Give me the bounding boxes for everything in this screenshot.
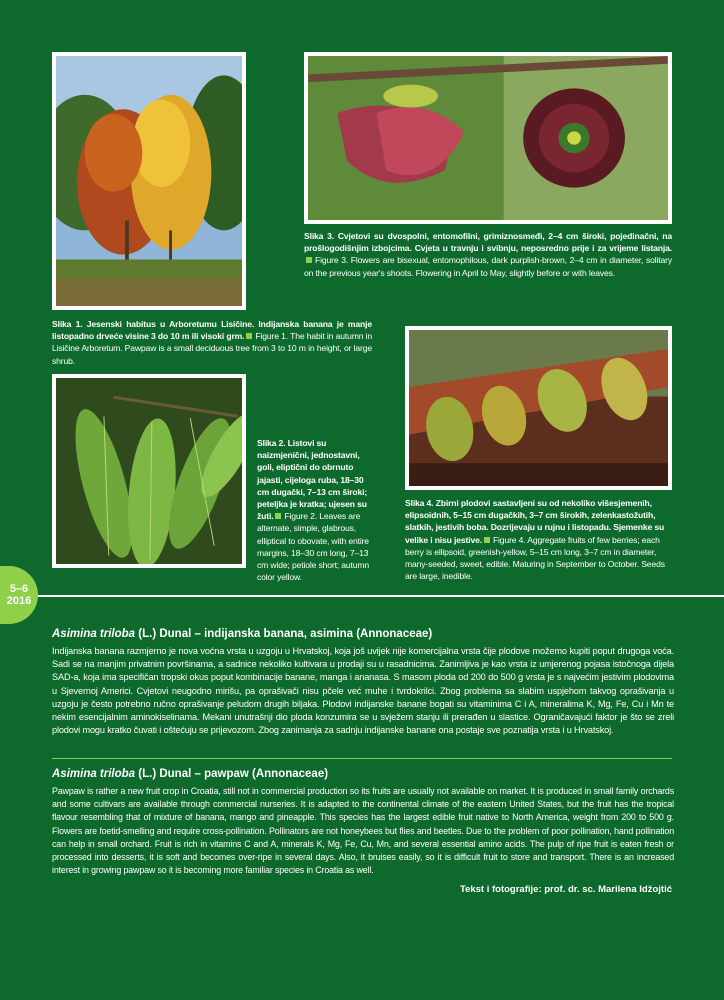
caption-figure-3-en: Figure 3. Flowers are bisexual, entomophilous, dark purplish-brown, 2–4 cm in diameter, solitary on the previous year's shoots. Flowering in April to May, slightly before or with leaves. [304,255,672,278]
square-bullet-icon [246,333,252,339]
square-bullet-icon [275,513,281,519]
caption-figure-2-en: Figure 2. Leaves are alternate, simple, glabrous, elliptical to obovate, with entire margins, 18–30 cm long, 7–13 cm wide; petiole short; autumn color yellow. [257,511,370,583]
article-title-en [52,768,328,780]
article-title-hr-species: Asimina triloba [52,628,136,640]
photo-fruits [405,326,672,490]
caption-figure-4-en: Figure 4. Aggregate fruits of few berries; each berry is ellipsoid, greenish-yellow, 5–15 cm long, 3–7 cm in diameter, many-seeded, sweet, edible. Maturing in September to October. Seeds are large, inedible. [405,534,665,582]
photo-autumn-tree [52,52,246,310]
article-body-en: Pawpaw is rather a new fruit crop in Croatia, still not in commercial production so its fruits are usually not available on market. It is produced in small family orchards and some cultivars are available through commercial nurseries. It is adapted to the continental climate of the eastern United States, but the fruit has the tropical flavour resembling that of mixture of banana, mango and pineapple. This species has the largest edible fruit native to North America, weight from 200 to 500 g. Flowers are foetid-smelling and require cross-pollination. Pollinators are not honeybees but flies and beetles. Due to the problem of poor pollination, hand pollination can help in small orchard. Fruit is rich in vitamins C and A, minerals K, Mg, Fe, Cu, Mn, and several essential amino acids. The pulp of ripe fruit is eaten fresh or processed into desserts, it is soft and becomes over-ripe in several days. Also, it bruises easily, so it is difficult fruit to store and transport. There is an increased interest in growing pawpaw so it is becoming more familiar species in Croatia as well. [52,786,674,876]
section-separator [52,758,672,759]
caption-figure-4 [405,497,672,582]
article-title-en-species: Asimina triloba [52,768,136,780]
article-title-en-rest: (L.) Dunal – pawpaw (Annonaceae) [135,768,329,780]
square-bullet-icon [484,537,490,543]
caption-figure-1-en: Figure 1. The habit in autumn in Lisičine Arboretum. Pawpaw is a small deciduous tree from 3 to 10 m in height, or large shrub. [52,331,372,366]
square-bullet-icon [306,257,312,263]
page-divider [0,595,724,597]
caption-figure-4-hr: Slika 4. Zbirni plodovi sastavljeni su od nekoliko višesjemenih, elipsoidnih, 5–15 cm dugačkih, 3–7 cm širokih, zelenkastožutih, slatkih, jestivih boba. Dozrijevaju u rujnu i listopadu. Sjemenke su velike i nisu jestive. [405,498,665,545]
photo-credit: Tekst i fotografije: prof. dr. sc. Marilena Idžojtić [459,884,672,895]
article-title-hr [52,628,432,640]
caption-figure-3-hr: Slika 3. Cvjetovi su dvospolni, entomofilni, grimiznosmeđi, 2–4 cm široki, pojedinačni, na prošlogodišnjim izbojcima. Cvjeta u travnju i svibnju, neposredno prije i za vrijeme listanja. [304,231,672,254]
article-title-hr-rest: (L.) Dunal – indijanska banana, asimina (Annonaceae) [135,628,433,640]
photo-flowers [304,52,672,224]
photo-leaves [52,374,246,568]
article-body-hr: Indijanska banana razmjerno je nova voćna vrsta u uzgoju u Hrvatskoj, koja još uvijek nije komercijalna vrsta čije plodove možemo kupiti poput drugoga voća. Sadi se na manjim privatnim površinama, a sadnice nekoliko kultivara u prodaji su u rasadnicima. Zanimljiva je kao vrsta iz umjerenog pojasa istočnoga dijela SAD-a, koja ima specifičan tropski okus poput kombinacije banane, manga i ananasa. S masom ploda od 200 do 500 g vrsta je s najvećim jestivim plodovima u Sjevernoj Americi. Cvjetovi neugodno mirišu, pa oprašivači nisu pčele već muhe i tvrdokrilci. Zbog problema sa slabim uspjehom takvog oprašivanja u uzgoju je često potrebno ručno oprašivanje peludom drugih biljaka. Plodovi indijanske banane bogati su vitaminima C i A, mineralima K, Mg, Fe, Cu i Mn te nekim esencijalnim aminokiselinama. Mekani unutrašnji dio ploda konzumira se u svježem stanju ili prerađen u slastice. Ograničavajući faktor je što se zreli plodovi mogu kratko čuvati i oštećuju se prijevozom. Zbog zanimanja za sadnju indijanske banane ona postaje sve poznatija vrsta i u Hrvatskoj. [52,646,674,736]
caption-figure-2-hr: Slika 2. Listovi su naizmjenični, jednostavni, goli, eliptični do obrnuto jajasti, cijeloga ruba, 18–30 cm dugački, 7–13 cm široki; peteljka je kratka; ujesen su žuti. [257,438,368,522]
caption-figure-2 [257,437,375,583]
caption-figure-3 [304,230,672,279]
page-number-year: 2016 [6,595,32,607]
caption-figure-1-hr: Slika 1. Jesenski habitus u Arboretumu Lisičine. Indijanska banana je manje listopadno drveće visine 3 do 10 m ili visoki grm. [52,319,372,342]
page-number-badge [0,566,38,624]
caption-figure-1 [52,318,372,367]
page-number-issue: 5–6 [9,583,29,595]
